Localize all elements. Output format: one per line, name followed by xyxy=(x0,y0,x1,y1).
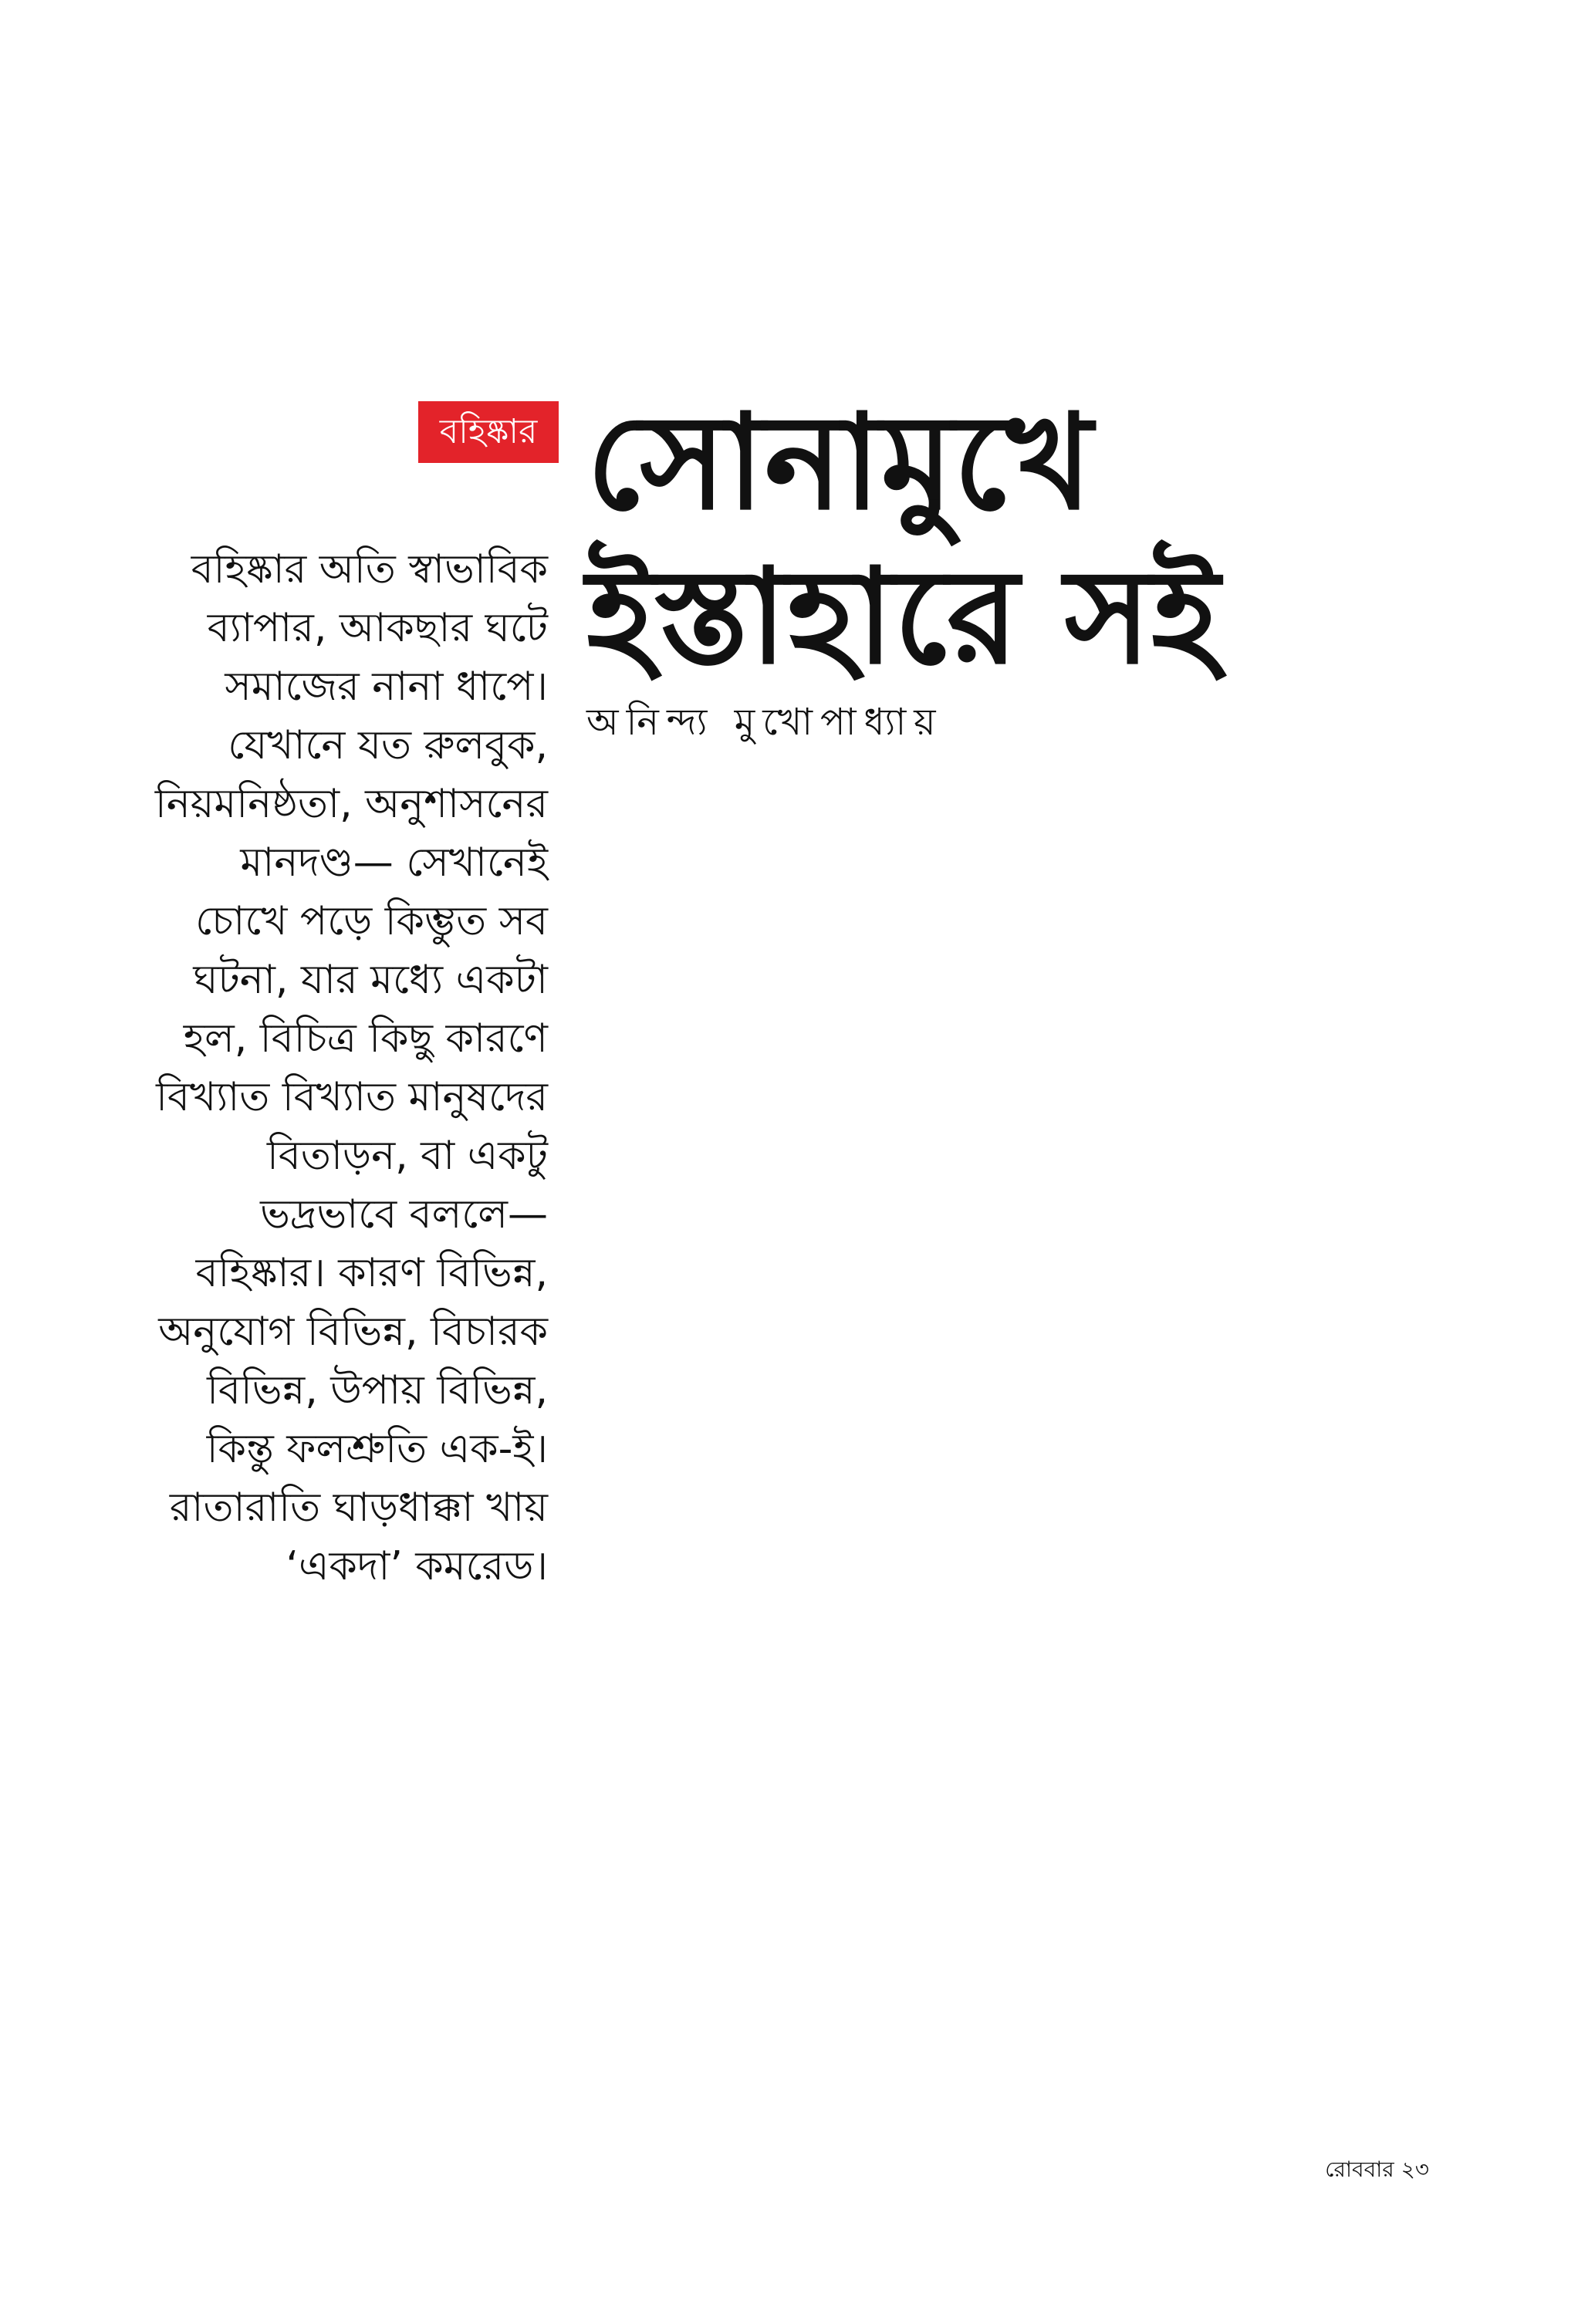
headline-line-2: ইস্তাহারে সই xyxy=(586,541,1220,694)
byline: অনিন্দ্য মুখোপাধ্যায় xyxy=(586,701,944,744)
page-folio: রোববার ২৩ xyxy=(1325,2157,1429,2182)
pull-quote: বহিষ্কার অতি স্বাভাবিক ব্যাপার, আকছার ঘটে সমাজের নানা ধাপে। যেখানে যত রুলবুক, নিয়মনিষ্ঠতা, অনুশাসনের মানদণ্ড— সেখানেই চোখে পড়ে কিম্ভুত সব ঘটনা, যার মধ্যে একটা হল, বিচিত্র কিছু কারণে বিখ্যাত বিখ্যাত মানুষদের বিতাড়ন, বা একটু ভদ্রভাবে বললে— বহিষ্কার। কারণ বিভিন্ন, অনুযোগ বিভিন্ন, বিচারক বিভিন্ন, উপায় বিভিন্ন, কিন্তু ফলশ্রুতি এক-ই। রাতারাতি ঘাড়ধাক্কা খায় ‘একদা’ কমরেড। xyxy=(154,546,548,1589)
headline xyxy=(586,386,1435,694)
headline-line-1: সোনামুখে xyxy=(586,387,1093,539)
section-tag: বহিষ্কার xyxy=(418,401,559,463)
